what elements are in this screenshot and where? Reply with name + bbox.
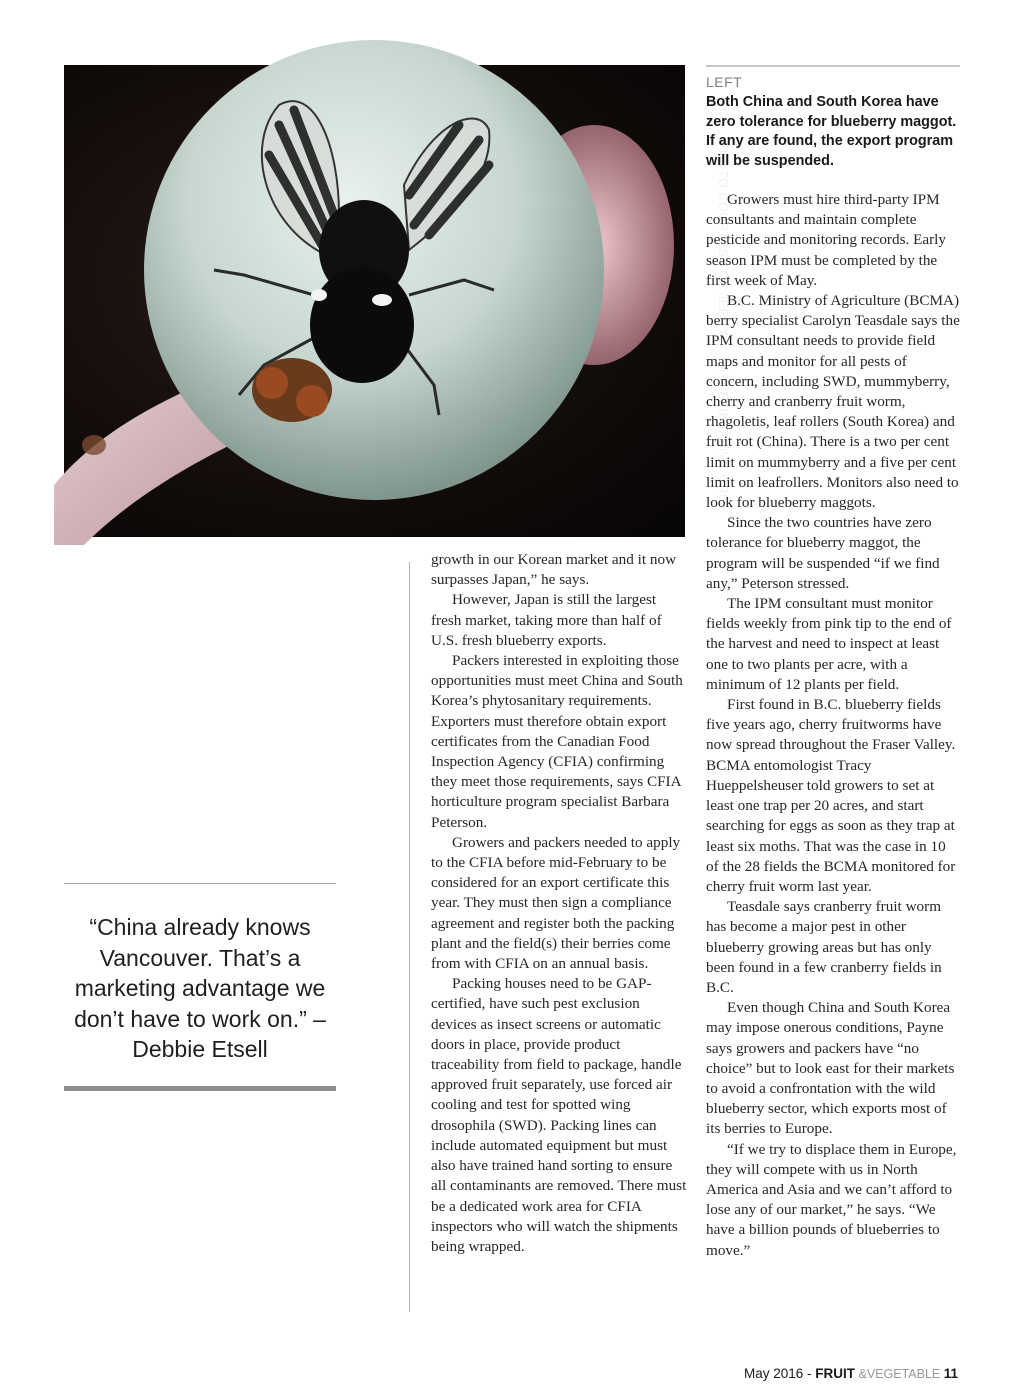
paragraph: “If we try to displace them in Europe, they will compete with us in North America and Asia and we can’t afford to lose any of our market,” he says. “We have a billion pounds of blueberries to move.” bbox=[706, 1140, 957, 1259]
paragraph: growth in our Korean market and it now surpasses Japan,” he says. bbox=[431, 551, 677, 589]
article-column-right bbox=[706, 190, 962, 1261]
footer-brand-vegetable: &VEGETABLE bbox=[855, 1367, 944, 1381]
paragraph: However, Japan is still the largest fresh market, taking more than half of U.S. fresh blueberry exports. bbox=[431, 591, 662, 649]
fly-on-berry-illustration bbox=[64, 65, 685, 537]
paragraph: Growers and packers needed to apply to the CFIA before mid-February to be considered for an export certificate this year. They must then sign a compliance agreement and register both the packing plant and the field(s) their berries come from with CFIA on an annual basis. bbox=[431, 833, 681, 973]
pull-quote-top-rule bbox=[64, 883, 336, 884]
footer-date: May 2016 - bbox=[743, 1366, 816, 1381]
page-number: 11 bbox=[943, 1366, 958, 1381]
paragraph: B.C. Ministry of Agriculture (BCMA) berry specialist Carolyn Teasdale says the IPM consultant needs to provide field maps and monitor for all pests of concern, including SWD, mummyberry, cherry and cranberry fruit worm, rhagoletis, leaf rollers (South Korea) and fruit rot (China). There is a two per cent limit on mummyberry and a five per cent limit on leafrollers. Monitors also need to look for blueberry maggots. bbox=[706, 292, 960, 512]
pull-quote-bottom-rule bbox=[64, 1086, 336, 1091]
article-column-middle bbox=[431, 550, 687, 1257]
caption-rule bbox=[706, 65, 960, 67]
photo-credit: PHOTO COURTESY OF JERRY A. PAYNE, INVASIVE.ORG bbox=[716, 141, 730, 505]
paragraph: Packing houses need to be GAP-certified, have such pest exclusion devices as insect screens or automatic doors in place, provide product traceability from field to package, handle approved fruit separately, use forced air cooling and test for spotted wing drosophila (SWD). Packing lines can include automated equipment but must also have trained hand sorting to ensure all contaminants are removed. There must be a dedicated work area for CFIA inspectors who will watch the shipments being wrapped. bbox=[431, 975, 687, 1255]
paragraph: Packers interested in exploiting those opportunities must meet China and South Korea’s phytosanitary requirements. Exporters must therefore obtain export certificates from the Canadian Food Inspection Agency (CFIA) confirming they meet those requirements, says CFIA horticulture program specialist Barbara Peterson. bbox=[431, 652, 683, 831]
paragraph: Even though China and South Korea may impose onerous conditions, Payne says growers and packers have “no choice” but to look east for their markets to avoid a confrontation with the wild blueberry sector, which exports most of its berries to Europe. bbox=[706, 999, 955, 1138]
pull-quote: “China already knows Vancouver. That’s a marketing advantage we don’t have to work on.” – Debbie Etsell bbox=[74, 914, 326, 1062]
page-footer bbox=[744, 1366, 958, 1381]
paragraph: Growers must hire third-party IPM consultants and maintain complete pesticide and monitoring records. Early season IPM must be completed by the first week of May. bbox=[706, 191, 946, 289]
paragraph: Teasdale says cranberry fruit worm has become a major pest in other blueberry growing areas but has only been found in a few cranberry fields in B.C. bbox=[706, 898, 942, 996]
paragraph: Since the two countries have zero tolerance for blueberry maggot, the program will be suspended “if we find any,” Peterson stressed. bbox=[706, 514, 940, 592]
footer-brand-fruit: FRUIT bbox=[815, 1366, 856, 1381]
caption-text: Both China and South Korea have zero tolerance for blueberry maggot. If any are found, the export program will be suspended. bbox=[706, 94, 957, 169]
column-divider bbox=[409, 562, 410, 1312]
caption-label: LEFT bbox=[706, 74, 743, 90]
paragraph: First found in B.C. blueberry fields five years ago, cherry fruitworms have now spread throughout the Fraser Valley. BCMA entomologist Tracy Hueppelsheuser told growers to set at least one trap per 20 acres, and start searching for eggs as soon as they trap at least six moths. That was the case in 10 of the 28 fields the BCMA monitored for cherry fruit worm last year. bbox=[706, 696, 956, 895]
paragraph: The IPM consultant must monitor fields weekly from pink tip to the end of the harvest and need to inspect at least one to two plants per acre, with a minimum of 12 plants per field. bbox=[706, 595, 952, 693]
